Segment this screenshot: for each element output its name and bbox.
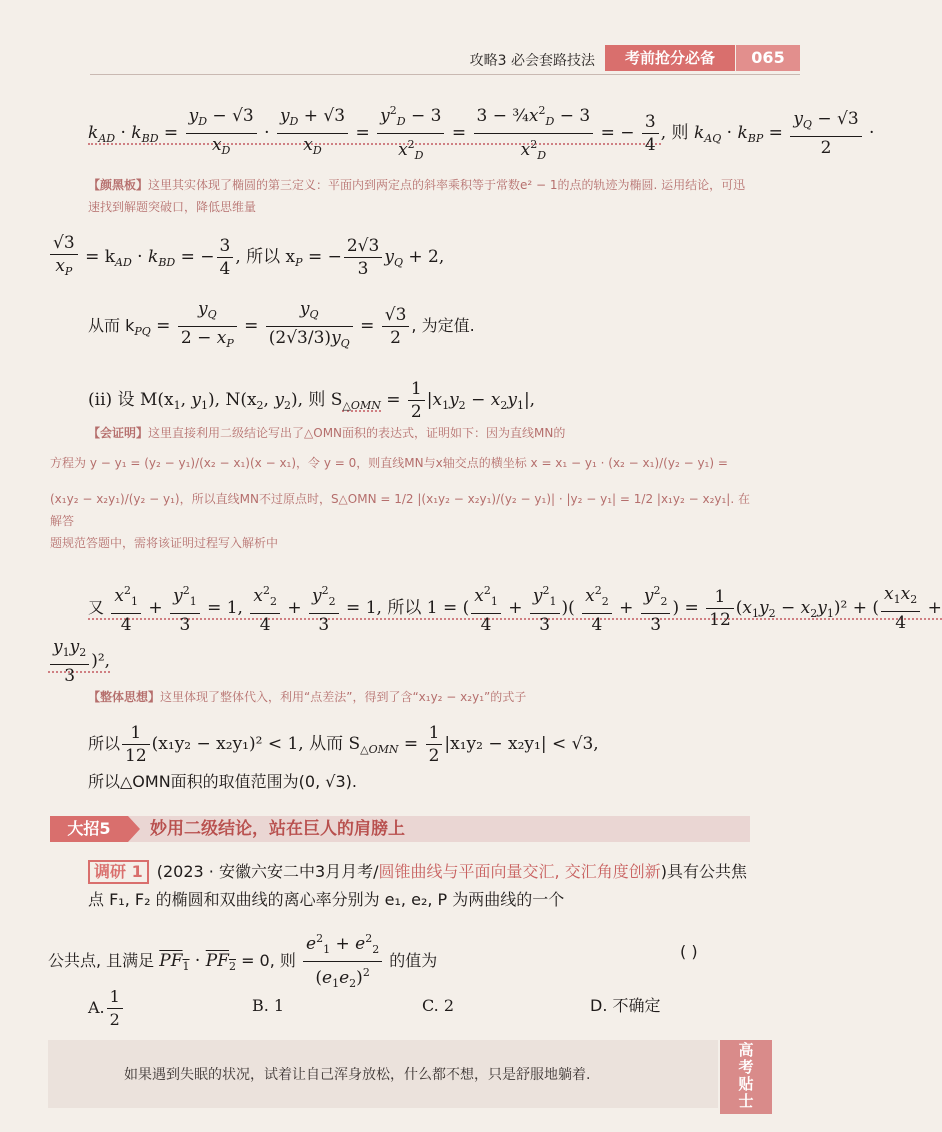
page-number: 065 <box>736 45 800 71</box>
formula-line-9: 所以△OMN面积的取值范围为(0, √3). <box>88 772 357 791</box>
eq-minus: = − <box>600 123 635 143</box>
header-divider <box>90 74 800 75</box>
formula-line-4: 从而 $k_{PQ}$ = $\frac{y_Q}{2 - x_P}$ = $\frac{y_Q}{(2√3/3)y_Q}$ = $\frac{√3}{2}$ , 为定值. <box>88 299 475 350</box>
formula-line-7: $\frac{y_1y_2}{3}$ )², <box>48 636 110 687</box>
section-tag: 大招5 <box>50 816 128 842</box>
option-c[interactable]: C. 2 <box>422 996 455 1015</box>
then-word: , 则 <box>660 123 694 143</box>
page-header <box>0 42 800 74</box>
formula-line-5: (ii) 设 $M(x_1$, $y_1$), $N(x_2$, $y_2$), 则 $S_{\triangle OMN}$ = $\frac{1}{2}$ $|x_1y_2 - x_2y_1|$, <box>88 379 536 422</box>
option-a[interactable]: A. $\frac{1}{2}$ <box>88 986 125 1031</box>
formula-line-1: $k_{AD} \cdot k_{BD}$ = $\frac{y_D - √3}{x_D}$ · $\frac{y_D + √3}{x_D}$ = $\frac{y^2_D - 3}{x^2_D}$ = $\frac{3 - \frac{3}{4}x^2_D - 3}{x^2_D}$ = − $\frac{3}{4}$ , 则 $k_{AQ} \cdot k_{BP}$ = $\frac{y_Q - √3}{2}$ · <box>88 100 874 167</box>
note-proof: 【会证明】这里直接利用二级结论写出了△OMN面积的表达式，证明如下：因为直线MN的 方程为 y − y₁ = (y₂ − y₁)/(x₂ − x₁)(x − x₁)，令 y = 0，则直线MN与x轴交点的横坐标 x = x₁ − y₁ · (x₂ − x₁)/(y₂ − y₁) = (x₁y₂ − x₂y₁)/(y₂ − y₁)，所以直线MN不过原点时，S△OMN = 1/2 |(x₁y₂ − x₂y₁)/(y₂ − y₁)| · |y₂ − y₁| = 1/2 |x₁y₂ − x₂y₁|. 在解答 题规范答题中，需将该证明过程写入解析中 <box>50 426 750 550</box>
problem-tag: 调研 1 <box>88 860 149 884</box>
note-holistic: 【整体思想】这里体现了整体代入，利用“点差法”，得到了含“x₁y₂ − x₂y₁”的式子 <box>88 690 527 704</box>
option-d[interactable]: D. 不确定 <box>590 996 661 1015</box>
section-bar <box>50 816 750 842</box>
section-title: 妙用二级结论，站在巨人的肩膀上 <box>150 819 405 839</box>
chapter-title: 攻略3 必会套路技法 <box>469 53 595 69</box>
section-arrow-icon <box>128 816 140 842</box>
footer-tip-box <box>48 1040 718 1108</box>
formula-line-8: 所以 $\frac{1}{12}$ (x₁y₂ − x₂y₁)² < 1, 从而 $S_{\triangle OMN}$ = $\frac{1}{2}$ |x₁y₂ − x₂y₁| < √3, <box>88 723 599 766</box>
problem-text: 调研 1 (2023 · 安徽六安二中3月月考/圆锥曲线与平面向量交汇, 交汇角度创新)具有公共焦点 F₁, F₂ 的椭圆和双曲线的离心率分别为 e₁, e₂, P 为两曲线的一个 <box>88 862 747 909</box>
footer-tip-text: 如果遇到失眠的状况，试着让自己浑身放松，什么都不想，只是舒服地躺着. <box>124 1067 591 1083</box>
formula-line-6: 又 $\frac{x^2_1}{4}$ + $\frac{y^2_1}{3}$ = 1, $\frac{x^2_2}{4}$ + $\frac{y^2_2}{3}$ = 1, 所以 1 = ( $\frac{x^2_1}{4}$ + $\frac{y^2_1}{3}$ )( $\frac{x^2_2}{4}$ + $\frac{y^2_2}{3}$ ) = $\frac{1}{12}$ $(x_1y_2 - x_2y_1)^2$ + ( $\frac{x_1x_2}{4}$ + <box>88 580 942 636</box>
problem-line-2: 公共点, 且满足 $PF_1 \cdot PF_2 = 0$, 则 $\frac{e^2_1 + e^2_2}{(e_1e_2)^2}$ 的值为 <box>48 928 437 995</box>
formula-line-3: $\frac{√3}{x_P}$ = $k_{AD} \cdot k_{BD}$ = − $\frac{3}{4}$ , 所以 $x_P$ = − $\frac{2√3}{3}$ $y_Q + 2$, <box>48 232 444 283</box>
header-tag: 考前抢分必备 <box>605 45 735 71</box>
side-label: 高考贴士 <box>720 1040 772 1114</box>
option-b[interactable]: B. 1 <box>252 996 285 1015</box>
note-blackboard: 【颜黑板】这里其实体现了椭圆的第三定义：平面内到两定点的斜率乘积等于常数e² − 1的点的轨迹为椭圆. 运用结论，可迅速找到解题突破口，降低思维量 <box>88 178 746 214</box>
answer-paren: ( ) <box>680 942 698 961</box>
